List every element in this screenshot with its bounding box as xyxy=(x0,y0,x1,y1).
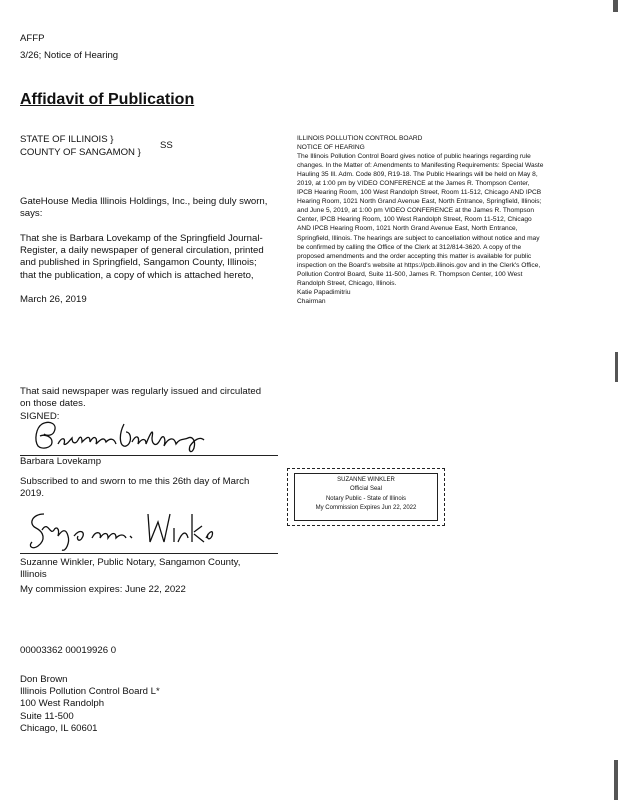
signature-line-2 xyxy=(20,553,278,554)
notary-paragraph: Suzanne Winkler, Public Notary, Sangamon County, Illinois xyxy=(20,557,241,581)
mailing-address: Don Brown Illinois Pollution Control Board L* 100 West Randolph Suite 11-500 Chicago, IL 60601 xyxy=(20,674,160,734)
sworn-paragraph: GateHouse Media Illinois Holdings, Inc., being duly sworn, says: xyxy=(20,196,268,220)
barbara-signature xyxy=(28,414,210,456)
commission-expiry: My commission expires: June 22, 2022 xyxy=(20,584,186,595)
doc-subtitle: 3/26; Notice of Hearing xyxy=(20,50,119,61)
county-line: COUNTY OF SANGAMON } xyxy=(20,147,141,158)
account-number: 00003362 00019926 0 xyxy=(20,645,117,656)
signer-name: Barbara Lovekamp xyxy=(20,456,102,467)
notary-seal-text: SUZANNE WINKLER Official Seal Notary Public - State of Illinois My Commission Expires Jun 22, 2022 xyxy=(294,473,438,521)
publication-date: March 26, 2019 xyxy=(20,294,87,305)
notary-seal xyxy=(287,468,445,526)
page-title: Affidavit of Publication xyxy=(20,91,195,108)
scan-edge-bottom xyxy=(614,760,618,800)
state-line: STATE OF ILLINOIS } xyxy=(20,134,114,145)
regular-paragraph: That said newspaper was regularly issued and circulated on those dates. xyxy=(20,386,262,410)
legal-notice: ILLINOIS POLLUTION CONTROL BOARD NOTICE OF HEARING The Illinois Pollution Control Board gives notice of public hearings regarding rule changes. In the Matter of: Amendments to Manifesting Requirements: Special Waste Hauling 35 Ill. Adm. Code 809, R19-18. The Public Hearings will be held on May 8, 2019, at 1:00 pm by VIDEO CONFERENCE at the James R. Thompson Center, IPCB Hearing Room, 100 West Randolph Street, Room 11-512, Chicago AND IPCB Hearing Room, 1021 North Grand Avenue East, North Entrance, Springfield, Illinois; and June 5, 2019, at 1:00 pm VIDEO CONFERENCE at the James R. Thompson Center, IPCB Hearing Room, 100 West Randolph Street, Room 11-512, Chicago AND IPCB Hearing Room, 1021 North Grand Avenue East, North Entrance, Springfield, Illinois. The hearings are subject to cancellation without notice and may be confirmed by calling the Office of the Clerk at 312/814-3620. A copy of the proposed amendments and the order accepting this matter is available for public inspection on the Board's website at https://pcb.illinois.gov and in the Clerk's Office, Pollution Control Board, Suite 11-500, James R. Thompson Center, 100 West Randolph Street, Chicago, Illinois. Katie Papadimitriu Chairman xyxy=(297,135,544,305)
doc-code: AFFP xyxy=(20,33,45,44)
ss-mark: SS xyxy=(160,140,173,151)
scan-edge-top xyxy=(613,0,618,12)
statement-paragraph: That she is Barbara Lovekamp of the Springfield Journal- Register, a daily newspaper of general circulation, printed and published in Springfield, Sangamon County, Illinois; that the publication, a copy of which is attached hereto, xyxy=(20,233,264,281)
subscribed-paragraph: Subscribed to and sworn to me this 26th day of March 2019. xyxy=(20,476,250,500)
signed-label: SIGNED: xyxy=(20,411,60,422)
suzanne-signature xyxy=(22,506,222,554)
